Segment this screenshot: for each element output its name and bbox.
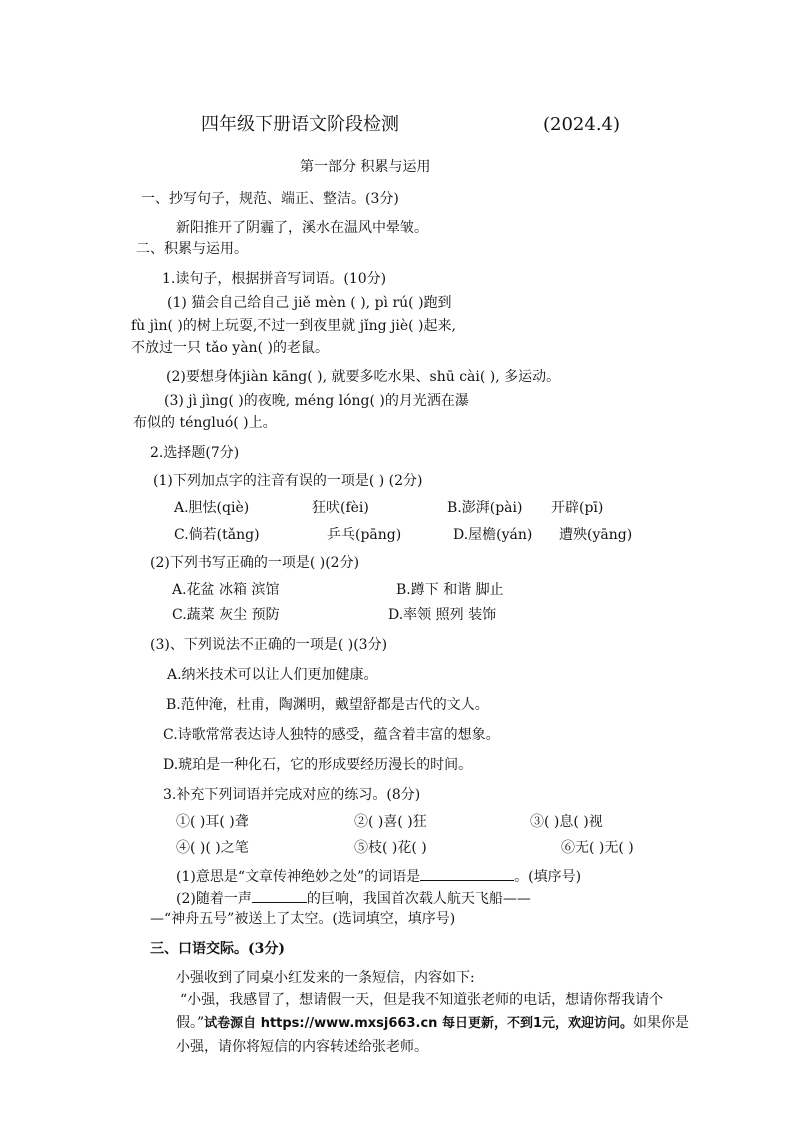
oral-para-1: 小强收到了同桌小红发来的一条短信，内容如下: — [176, 970, 475, 986]
q2-sub2-option-d: D.率领 照列 装饰 — [388, 607, 497, 623]
q3-idiom-5: ⑤枝( )花( ) — [354, 840, 427, 856]
q2-heading: 2.选择题(7分) — [150, 445, 240, 461]
q2-sub1-option-b: B.澎湃(pài) — [447, 500, 523, 516]
q2-sub3-question: (3)、下列说法不正确的一项是( )(3分) — [150, 637, 388, 653]
q3-idiom-3: ③( )息( )视 — [530, 814, 603, 830]
oral-para-2: “小强，我感冒了，想请假一天，但是我不知道张老师的电话，想请你帮我请个 — [180, 992, 664, 1008]
q2-sub2-question: (2)下列书写正确的一项是( )(2分) — [150, 555, 360, 571]
section-3-heading: 三、口语交际。(3分) — [150, 941, 285, 957]
q2-sub2-option-b: B.蹲下 和谐 脚止 — [396, 582, 504, 598]
part-heading: 第一部分 积累与运用 — [300, 159, 431, 175]
q2-sub1-option-a: A.胆怯(qiè) — [174, 500, 250, 516]
q2-sub1-option-c: C.倘若(tǎng) — [174, 527, 260, 543]
q3-idiom-1: ①( )耳( )聋 — [176, 814, 249, 830]
oral-para-4: 小强，请你将短信的内容转述给张老师。 — [176, 1039, 428, 1055]
q3-idiom-6: ⑥无( )无( ) — [561, 840, 634, 856]
q2-sub3-option-b: B.范仲淹，杜甫，陶渊明，戴望舒都是古代的文人。 — [166, 697, 489, 713]
q3-exercise-2-cont: —“神舟五号”被送上了太空。(选词填空，填序号) — [150, 911, 456, 927]
watermark-text: 试卷源自 https://www.mxsj663.cn 每日更新，不到1元，欢迎访问。 — [204, 1016, 633, 1031]
q2-sub1-option-d: D.屋檐(yán) — [453, 527, 533, 543]
q1-line-4: (2)要想身体jiàn kāng( ), 就要多吃水果、shū cài( ), 多运动。 — [166, 369, 561, 385]
q2-sub1-option-d2: 遭殃(yāng) — [559, 527, 633, 543]
section-2-heading: 二、积累与运用。 — [136, 241, 248, 257]
q2-sub1-option-a2: 狂吠(fèi) — [312, 500, 369, 516]
q1-line-3: 不放过一只 tǎo yàn( )的老鼠。 — [131, 340, 329, 356]
q3-exercise-1 — [176, 866, 581, 886]
q2-sub1-option-c2: 乒乓(pāng) — [327, 527, 402, 543]
oral-para-3-end: 如果你是 — [633, 1015, 689, 1031]
q3-exercise-2-text: (2)随着一声 — [176, 891, 252, 907]
q1-line-2: fù jìn( )的树上玩耍,不过一到夜里就 jǐng jiè( )起来, — [131, 318, 456, 334]
oral-para-3-start: 假。” — [176, 1015, 205, 1031]
q3-idiom-2: ②( )喜( )狂 — [354, 814, 427, 830]
oral-para-3 — [176, 1014, 689, 1033]
copy-sentence: 新阳推开了阴霾了，溪水在温风中晕皱。 — [176, 220, 428, 236]
page-title: 四年级下册语文阶段检测 — [201, 114, 399, 135]
q2-sub1-question: (1)下列加点字的注音有误的一项是( ) (2分) — [153, 473, 423, 489]
q2-sub3-option-c: C.诗歌常常表达诗人独特的感受，蕴含着丰富的想象。 — [163, 727, 500, 743]
q3-heading: 3.补充下列词语并完成对应的练习。(8分) — [163, 787, 421, 803]
q1-line-6: 布似的 ténɡluó( )上。 — [133, 415, 277, 431]
section-1-heading: 一、抄写句子，规范、端正、整洁。(3分) — [141, 191, 399, 207]
q3-exercise-1-suffix: 。(填序号) — [514, 869, 582, 885]
q2-sub1-option-b2: 开辟(pī) — [551, 500, 604, 516]
answer-blank[interactable] — [420, 866, 514, 881]
q2-sub3-option-d: D.琥珀是一种化石，它的形成要经历漫长的时间。 — [163, 757, 473, 773]
q2-sub2-option-a: A.花盆 冰箱 滨馆 — [172, 582, 280, 598]
q3-exercise-1-text: (1)意思是“文章传神绝妙之处”的词语是 — [176, 869, 421, 885]
q1-heading: 1.读句子，根据拼音写词语。(10分) — [162, 271, 387, 287]
exam-date: (2024.4) — [543, 114, 621, 135]
q1-line-5: (3) jì jìng( )的夜晚, méng lóng( )的月光洒在瀑 — [164, 393, 469, 409]
q2-sub2-option-c: C.蔬菜 灰尘 预防 — [172, 607, 280, 623]
q3-exercise-2-suffix: 的巨响，我国首次载人航天飞船—— — [306, 891, 531, 907]
answer-blank[interactable] — [252, 888, 307, 903]
q3-exercise-2 — [176, 888, 531, 908]
q2-sub3-option-a: A.纳米技术可以让人们更加健康。 — [167, 667, 378, 683]
q3-idiom-4: ④( )( )之笔 — [176, 840, 249, 856]
q1-line-1: (1) 猫会自己给自己 jiě mèn ( ), pì rú( )跑到 — [167, 295, 452, 311]
